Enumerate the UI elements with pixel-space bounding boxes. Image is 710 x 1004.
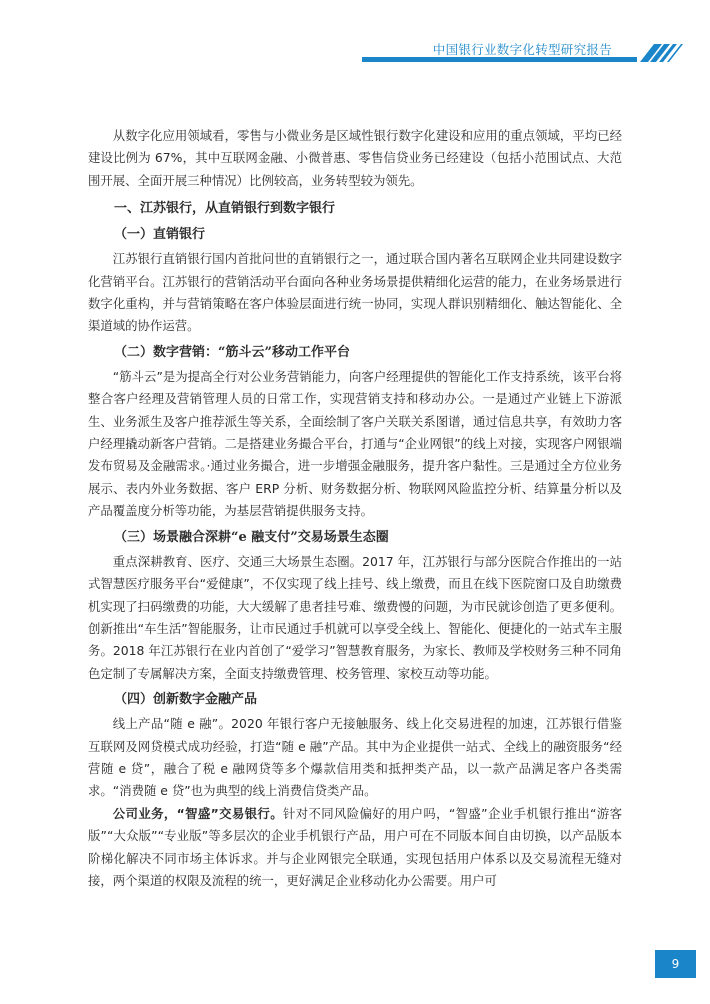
subsection-heading-1: （一）直销银行 xyxy=(114,227,206,243)
paragraph-digital-products: 线上产品“随 e 融”。2020 年银行客户无接触服务、线上化交易进程的加速，江苏银行借鉴互联网及网贷模式成功经验，打造“随 e 融”产品。其中为企业提供一站式、全线上的融资服务“经营随 e 贷”，融合了税 e 融网贷等多个爆款信用类和抵押类产品，以一款产品满足客户各类需求。“消费随 e 贷”也为典型的线上消费信贷类产品。 xyxy=(88,716,622,799)
subsection-heading-2: （二）数字营销：“筋斗云”移动工作平台 xyxy=(114,344,350,360)
header-accent-bar xyxy=(362,57,637,62)
intro-paragraph: 从数字化应用领域看，零售与小微业务是区域性银行数字化建设和应用的重点领域，平均已经建设比例为 67%，其中互联网金融、小微普惠、零售信贷业务已经建设（包括小范围试点、大范围开展、全面开展三种情况）比例较高，业务转型较为领先。 xyxy=(88,128,622,188)
header-stripes-decoration xyxy=(634,40,686,66)
paragraph-corporate-business xyxy=(88,803,622,893)
page-body xyxy=(88,125,622,892)
paragraph-digital-marketing: “筋斗云”是为提高全行对公业务营销能力，向客户经理提供的智能化工作支持系统，该平台将整合客户经理及营销管理人员的日常工作，实现营销支持和移动办公。一是通过产业链上下游派生、业务派生及客户推荐派生等关系，全面绘制了客户关联关系图谱，通过信息共享，有效助力客户经理撬动新客户营销。二是搭建业务撮合平台，打通与“企业网银”的线上对接，实现客户网银端发布贸易及金融需求。·通过业务撮合，进一步增强金融服务，提升客户黏性。三是通过全方位业务展示、表内外业务数据、客户 ERP 分析、财务数据分析、物联网风险监控分析、结算量分析以及产品覆盖度分析等功能，为基层营销提供服务支持。 xyxy=(88,368,622,519)
subsection-heading-3: （三）场景融合深耕“e 融支付”交易场景生态圈 xyxy=(114,529,389,545)
paragraph-lead-text: 公司业务，“智盛”交易银行。 xyxy=(112,805,283,821)
running-header-title: 中国银行业数字化转型研究报告 xyxy=(432,42,612,57)
section-heading: 一、江苏银行，从直销银行到数字银行 xyxy=(114,201,336,217)
paragraph-direct-bank: 江苏银行直销银行国内首批问世的直销银行之一，通过联合国内著名互联网企业共同建设数字化营销平台。江苏银行的营销活动平台面向各种业务场景提供精细化运营的能力，在业务场景进行数字化重构，并与营销策略在客户体验层面进行统一协同，实现人群识别精细化、触达智能化、全渠道域的协作运营。 xyxy=(88,251,622,334)
page-number: 9 xyxy=(655,950,696,978)
paragraph-scene-ecosystem: 重点深耕教育、医疗、交通三大场景生态圈。2017 年，江苏银行与部分医院合作推出的一站式智慧医疗服务平台“爱健康”，不仅实现了线上挂号、线上缴费，而且在线下医院窗口及自助缴费机实现了扫码缴费的功能，大大缓解了患者挂号难、缴费慢的问题，为市民就诊创造了更多便利。创新推出“车生活”智能服务，让市民通过手机就可以享受全线上、智能化、便捷化的一站式车主服务。2018 年江苏银行在业内首创了“爱学习”智慧教育服务，为家长、教师及学校财务三种不同角色定制了专属解决方案，全面支持缴费管理、校务管理、家校互动等功能。 xyxy=(88,553,622,681)
subsection-heading-4: （四）创新数字金融产品 xyxy=(114,692,258,708)
paragraph-body-text: 针对不同风险偏好的用户吗，“智盛”企业手机银行推出“游客版”“大众版”“专业版”等多层次的企业手机银行产品，用户可在不同版本间自由切换，以产品版本阶梯化解决不同市场主体诉求。并与企业网银完全联通，实现包括用户体系以及交易流程无缝对接，两个渠道的权限及流程的统一，更好满足企业移动化办公需要。用户可 xyxy=(88,805,622,888)
